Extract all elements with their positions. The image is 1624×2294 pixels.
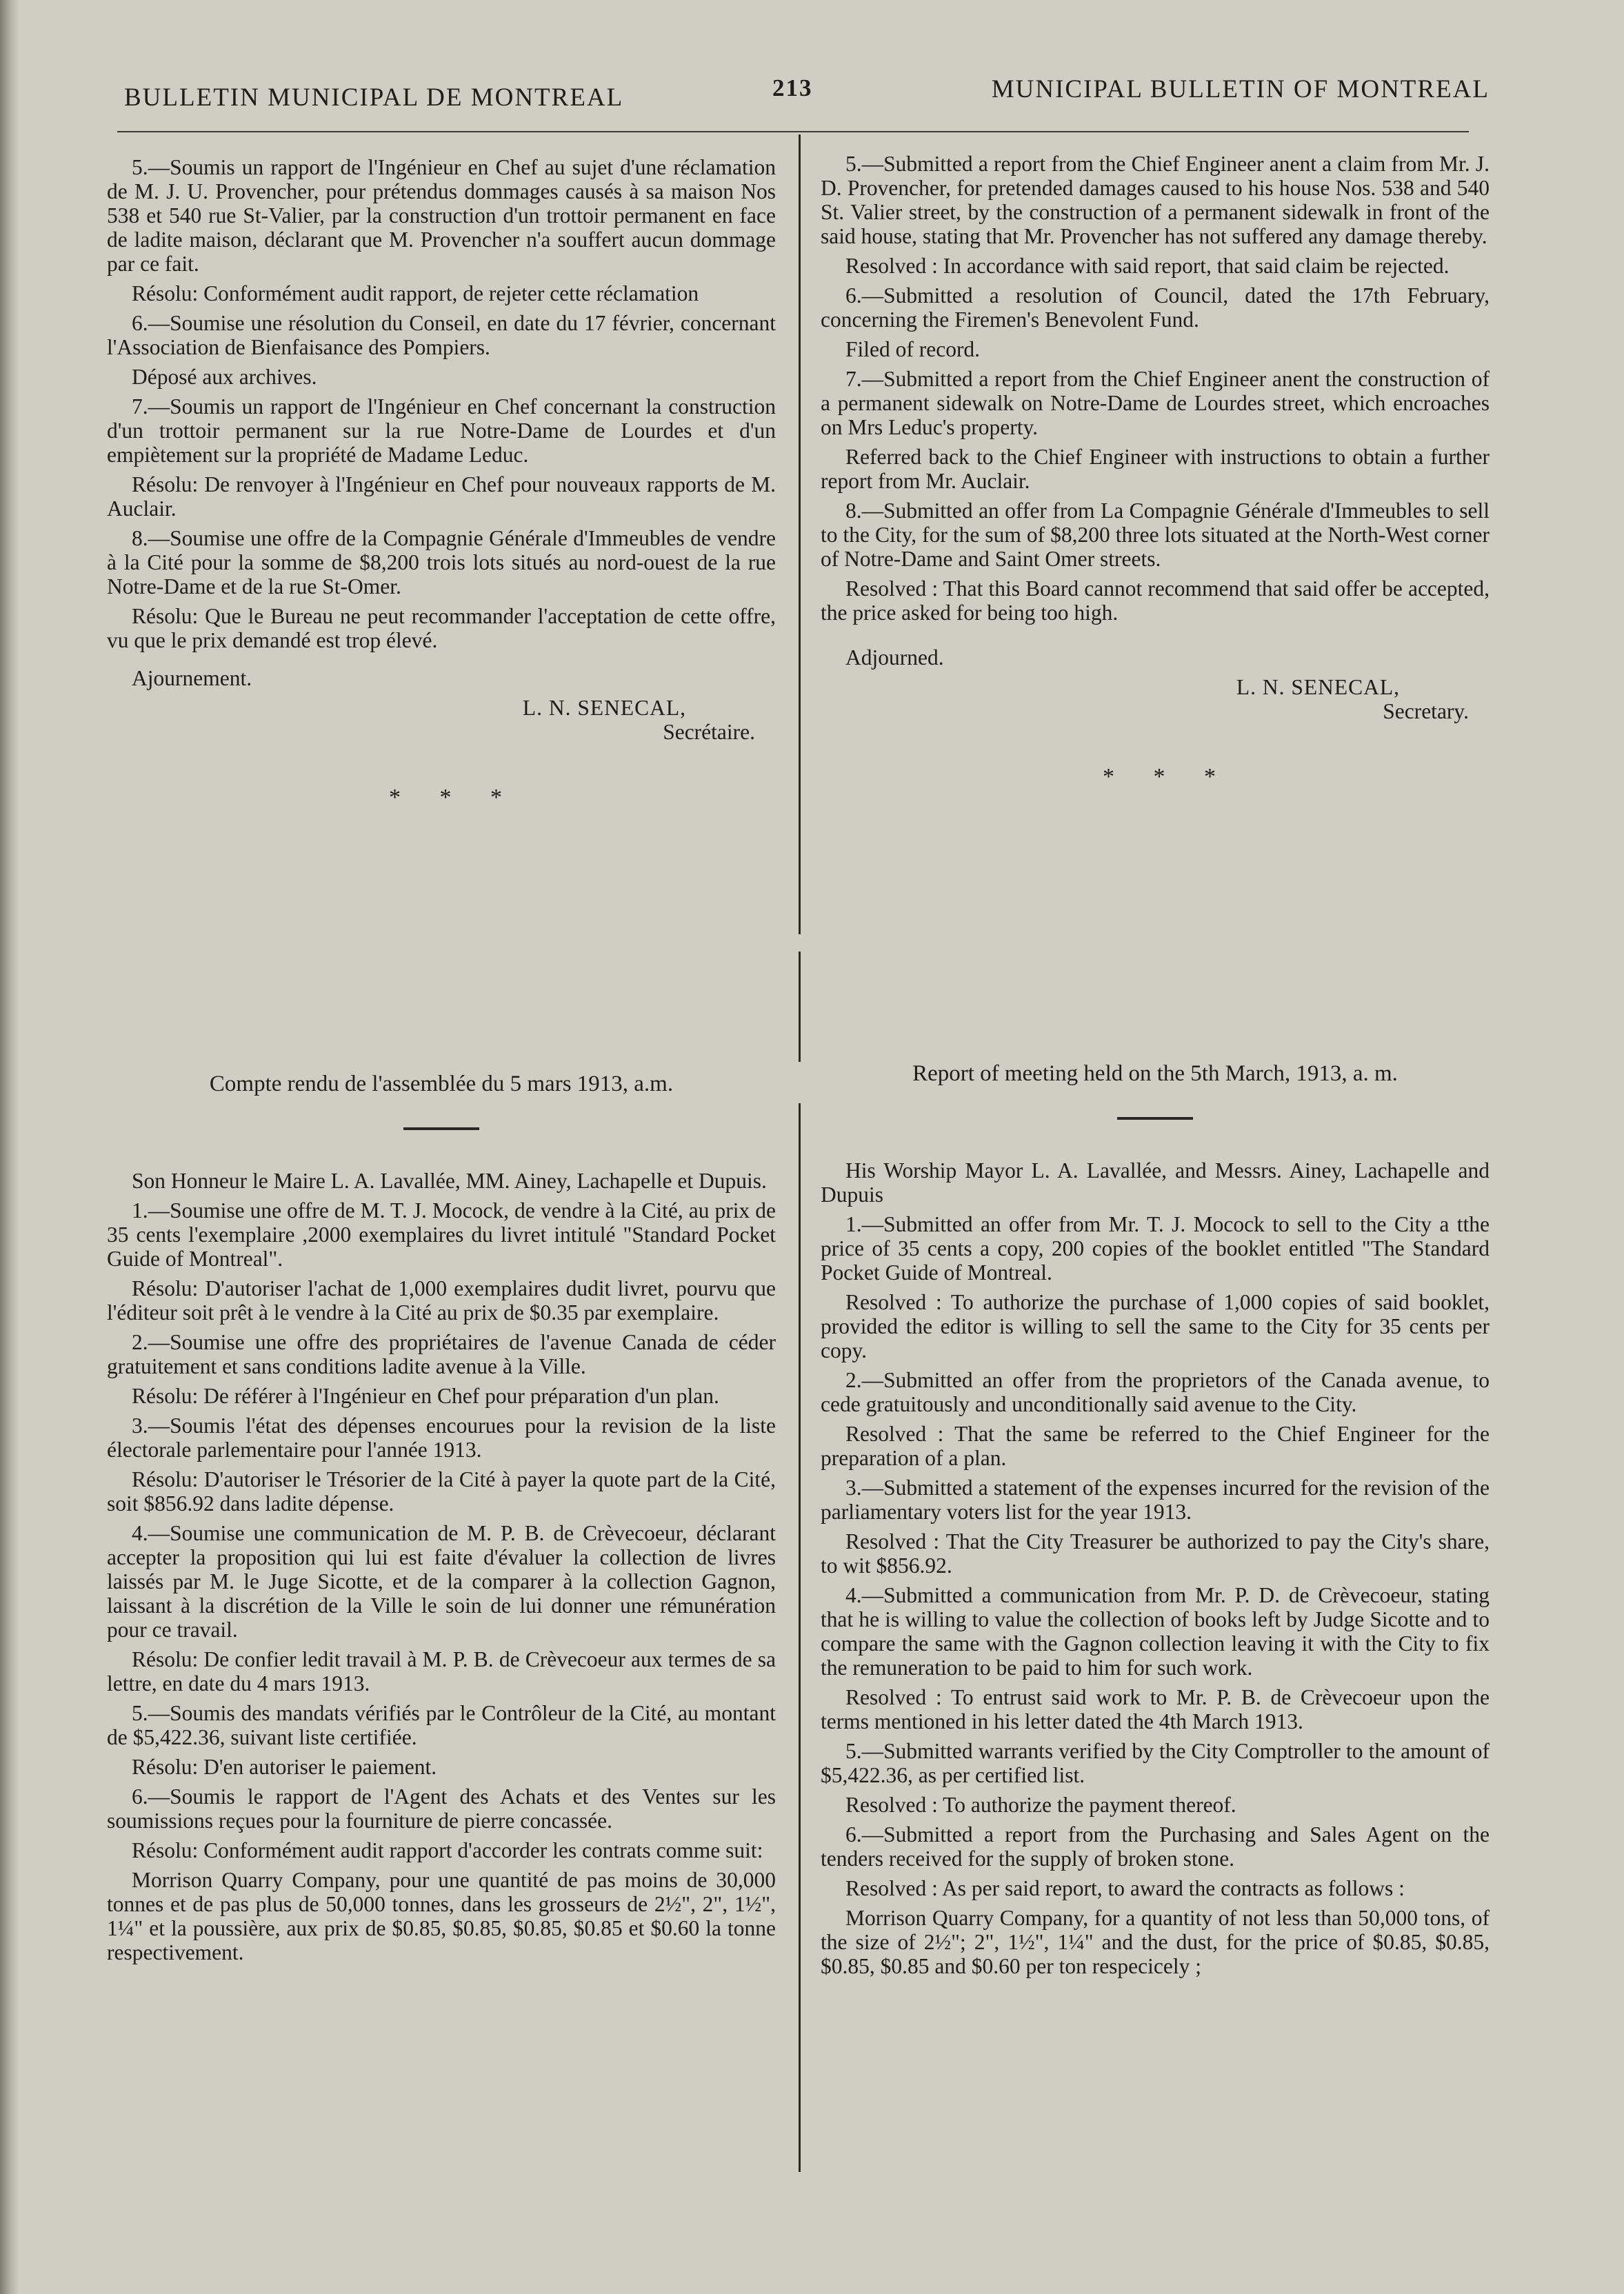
paragraph: Resolved : That this Board cannot recommend that said offer be accepted, the price asked for being too high.	[821, 576, 1490, 625]
paragraph: Résolu: D'en autoriser le paiement.	[132, 1755, 437, 1779]
paragraph: Resolved : In accordance with said report, that said claim be rejected.	[845, 254, 1450, 278]
header-rule	[117, 131, 1469, 132]
paragraph: 6.—Submitted a resolution of Council, dated the 17th February, concerning the Firemen's Benevolent Fund.	[821, 283, 1490, 332]
meeting-title-english: Report of meeting held on the 5th March, 1913, a. m.	[912, 1061, 1398, 1086]
paragraph: 3.—Submitted a statement of the expenses incurred for the revision of the parliamentary voters list for the year 1913.	[821, 1476, 1490, 1524]
paragraph: 7.—Soumis un rapport de l'Ingénieur en Chef concernant la construction d'un trottoir permanent sur la rue Notre-Dame de Lourdes et d'un empiètement sur la propriété de Madame Leduc.	[107, 394, 776, 467]
paragraph: Résolu: Que le Bureau ne peut recommander l'acceptation de cette offre, vu que le prix demandé est trop élevé.	[107, 604, 776, 652]
column-divider-middle	[799, 952, 801, 1062]
page-binding-edge	[0, 0, 19, 2294]
paragraph: 5.—Soumis un rapport de l'Ingénieur en Chef au sujet d'une réclamation de M. J. U. Provencher, pour prétendus dommages causés à sa maison Nos 538 et 540 rue St-Valier, par la construction d'un trottoir permanent en face de ladite maison, déclarant que M. Provencher n'a souffert aucun dommage par ce fait.	[107, 155, 776, 276]
paragraph: Morrison Quarry Company, pour une quantité de pas moins de 30,000 tonnes et de pas plus de 50,000 tonnes, dans les grosseurs de 2½", 2", 1½", 1¼" et la poussière, aux prix de $0.85, $0.85, $0.85, $0.85 et $0.60 la tonne respectivement.	[107, 1868, 776, 1964]
paragraph: 5.—Submitted warrants verified by the City Comptroller to the amount of $5,422.36, as per certified list.	[821, 1739, 1490, 1787]
header-title-french: BULLETIN MUNICIPAL DE MONTREAL	[124, 83, 624, 112]
paragraph: Résolu: De confier ledit travail à M. P. B. de Crèvecoeur aux termes de sa lettre, en date du 4 mars 1913.	[107, 1647, 776, 1696]
adjournment: Ajournement.	[132, 666, 252, 690]
paragraph: Résolu: D'autoriser le Trésorier de la Cité à payer la quote part de la Cité, soit $856.92 dans ladite dépense.	[107, 1467, 776, 1516]
paragraph: 5.—Soumis des mandats vérifiés par le Contrôleur de la Cité, au montant de $5,422.36, suivant liste certifiée.	[107, 1701, 776, 1749]
paragraph: Déposé aux archives.	[132, 365, 317, 389]
column-divider-top	[799, 134, 801, 934]
header-title-english: MUNICIPAL BULLETIN OF MONTREAL	[991, 75, 1490, 103]
column-divider-bottom	[799, 1103, 801, 2172]
left-meeting-header	[107, 1072, 776, 1130]
paragraph: Résolu: De renvoyer à l'Ingénieur en Chef pour nouveaux rapports de M. Auclair.	[107, 472, 776, 521]
short-rule	[1117, 1117, 1193, 1120]
paragraph: Resolved : As per said report, to award the contracts as follows :	[845, 1876, 1405, 1900]
paragraph: 4.—Submitted a communication from Mr. P. D. de Crèvecoeur, stating that he is willing to value the collection of books left by Judge Sicotte and to compare the same with the Gagnon collection leaving it with the City to fix the remuneration to be paid to him for such work.	[821, 1583, 1490, 1680]
paragraph: 6.—Submitted a report from the Purchasing and Sales Agent on the tenders received for the supply of broken stone.	[821, 1822, 1490, 1871]
section-separator-stars: * * *	[1103, 764, 1232, 789]
paragraph: Resolved : To authorize the payment thereof.	[845, 1793, 1236, 1817]
paragraph: 7.—Submitted a report from the Chief Engineer anent the construction of a permanent sidewalk on Notre-Dame de Lourdes street, which encroaches on Mrs Leduc's property.	[821, 367, 1490, 439]
paragraph: 3.—Soumis l'état des dépenses encourues pour la revision de la liste électorale parlementaire pour l'année 1913.	[107, 1413, 776, 1462]
section-separator-stars: * * *	[389, 785, 519, 810]
paragraph: Résolu: Conformément audit rapport d'accorder les contrats comme suit:	[132, 1838, 763, 1862]
page-header	[103, 69, 1510, 110]
paragraph: Résolu: Conformément audit rapport, de rejeter cette réclamation	[132, 281, 699, 305]
paragraph: Filed of record.	[845, 337, 981, 361]
paragraph: His Worship Mayor L. A. Lavallée, and Messrs. Ainey, Lachapelle and Dupuis	[821, 1158, 1490, 1207]
paragraph: 8.—Soumise une offre de la Compagnie Générale d'Immeubles de vendre à la Cité pour la somme de $8,200 trois lots situés au nord-ouest de la rue Notre-Dame et de la rue St-Omer.	[107, 526, 776, 598]
paragraph: Résolu: De référer à l'Ingénieur en Chef pour préparation d'un plan.	[132, 1384, 719, 1408]
signature-title: Secrétaire.	[663, 720, 755, 744]
paragraph: 4.—Soumise une communication de M. P. B. de Crèvecoeur, déclarant accepter la proposition qui lui est faite d'évaluer la collection de livres laissés par M. le Juge Sicotte, et de la comparer à la collection Gagnon, laissant à la discrétion de la Ville le soin de lui donner une rémunération pour ce travail.	[107, 1521, 776, 1642]
signature-title: Secretary.	[1383, 699, 1469, 723]
paragraph: 1.—Soumise une offre de M. T. J. Mocock, de vendre à la Cité, au prix de 35 cents l'exemplaire ,2000 exemplaires du livret intitulé "Standard Pocket Guide of Montreal".	[107, 1198, 776, 1271]
paragraph: 6.—Soumis le rapport de l'Agent des Achats et des Ventes sur les soumissions reçues pour la fourniture de pierre concassée.	[107, 1784, 776, 1833]
signature-name: L. N. SENECAL,	[1236, 675, 1400, 699]
paragraph: Resolved : That the City Treasurer be authorized to pay the City's share, to wit $856.92.	[821, 1529, 1490, 1578]
paragraph: 2.—Submitted an offer from the proprietors of the Canada avenue, to cede gratuitously and unconditionally said avenue to the City.	[821, 1368, 1490, 1416]
paragraph: 5.—Submitted a report from the Chief Engineer anent a claim from Mr. J. D. Provencher, for pretended damages caused to his house Nos. 538 and 540 St. Valier street, by the construction of a permanent sidewalk in front of the said house, stating that Mr. Provencher has not suffered any damage thereby.	[821, 152, 1490, 248]
paragraph: 2.—Soumise une offre des propriétaires de l'avenue Canada de céder gratuitement et sans conditions ladite avenue à la Ville.	[107, 1330, 776, 1378]
paragraph: 6.—Soumise une résolution du Conseil, en date du 17 février, concernant l'Association de Bienfaisance des Pompiers.	[107, 311, 776, 359]
meeting-title-french: Compte rendu de l'assemblée du 5 mars 1913, a.m.	[209, 1071, 674, 1096]
adjournment: Adjourned.	[845, 645, 944, 670]
left-column-top	[107, 155, 776, 815]
paragraph: Son Honneur le Maire L. A. Lavallée, MM. Ainey, Lachapelle et Dupuis.	[132, 1169, 767, 1193]
right-column-bottom	[821, 1158, 1490, 1984]
paragraph: Resolved : To entrust said work to Mr. P. B. de Crèvecoeur upon the terms mentioned in his letter dated the 4th March 1913.	[821, 1685, 1490, 1733]
paragraph: 8.—Submitted an offer from La Compagnie Générale d'Immeubles to sell to the City, for the sum of $8,200 three lots situated at the North-West corner of Notre-Dame and Saint Omer streets.	[821, 499, 1490, 571]
right-meeting-header	[821, 1062, 1490, 1120]
paragraph: Referred back to the Chief Engineer with instructions to obtain a further report from Mr. Auclair.	[821, 445, 1490, 493]
signature-name: L. N. SENECAL,	[522, 696, 686, 720]
paragraph: Morrison Quarry Company, for a quantity of not less than 50,000 tons, of the size of 2½"; 2", 1½", 1¼" and the dust, for the price of $0.85, $0.85, $0.85, $0.85 and $0.60 per ton respecicely ;	[821, 1906, 1490, 1978]
paragraph: Resolved : To authorize the purchase of 1,000 copies of said booklet, provided the editor is willing to sell the same to the City for 35 cents per copy.	[821, 1290, 1490, 1362]
page-number: 213	[772, 74, 813, 101]
right-column-top	[821, 152, 1490, 794]
paragraph: Resolved : That the same be referred to the Chief Engineer for the preparation of a plan.	[821, 1422, 1490, 1470]
left-column-bottom	[107, 1169, 776, 1970]
paragraph: 1.—Submitted an offer from Mr. T. J. Mocock to sell to the City a tthe price of 35 cents a copy, 200 copies of the booklet entitled "The Standard Pocket Guide of Montreal.	[821, 1212, 1490, 1285]
short-rule	[403, 1127, 479, 1130]
paragraph: Résolu: D'autoriser l'achat de 1,000 exemplaires dudit livret, pourvu que l'éditeur soit prêt à le vendre à la Cité au prix de $0.35 par exemplaire.	[107, 1276, 776, 1325]
